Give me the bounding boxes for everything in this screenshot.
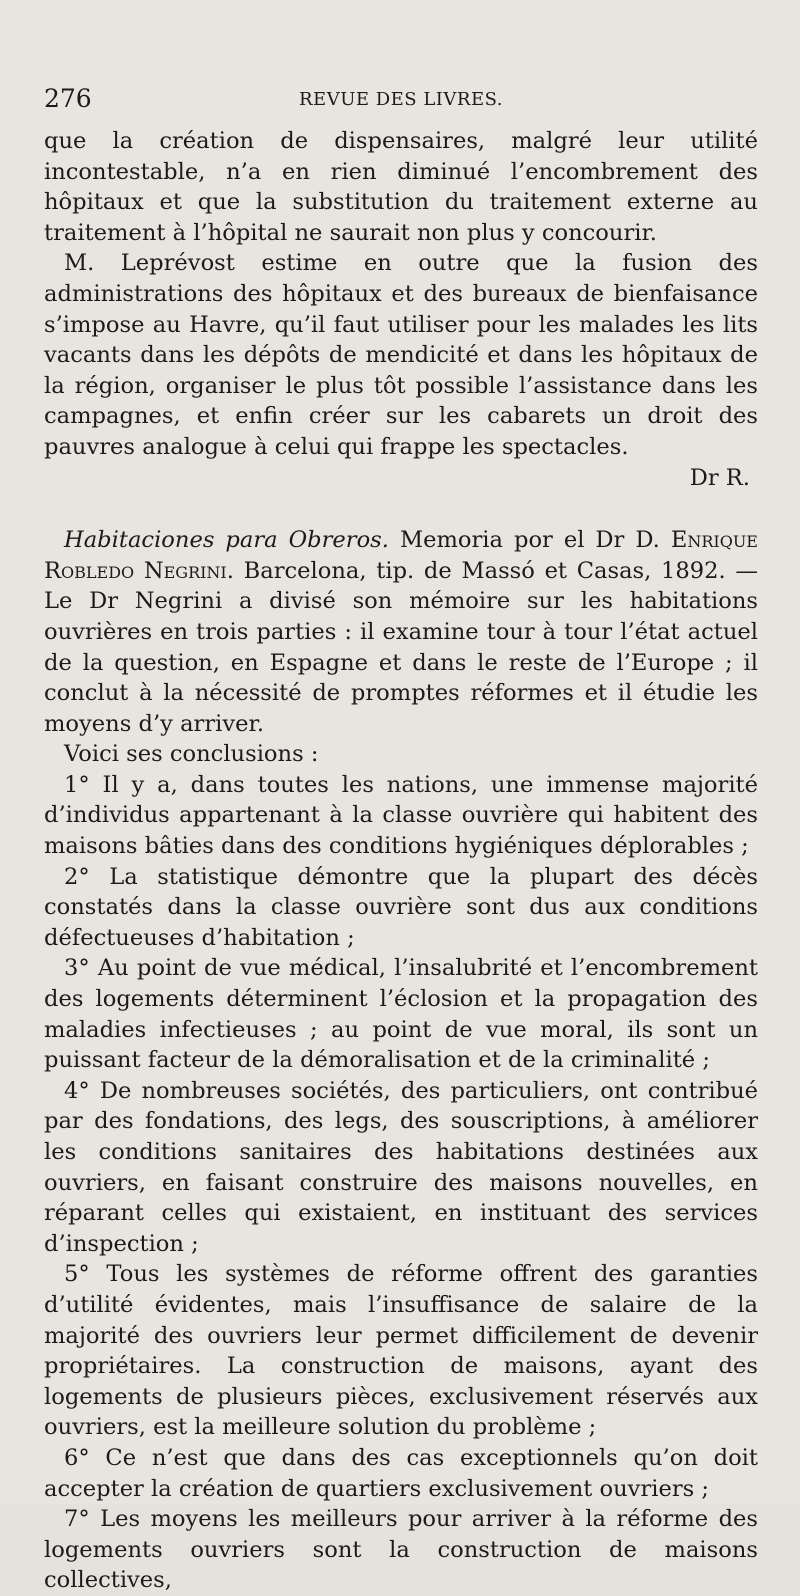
review-entry [44,525,758,739]
signature: Dr R. [689,464,750,491]
conclusion-3: 3° Au point de vue médical, l’insalubrité et l’encombrement des logements déterminent l’éclosion et la propagation des maladies infectieuses ; au point de vue moral, ils sont un puissant facteur de la démoralisation et de la criminalité ; [44,955,758,1074]
page-header [44,84,756,114]
conclusion-7: 7° Les moyens les meilleurs pour arriver à la réforme des logements ouvriers sont la construction de maisons collectives, [44,1506,758,1594]
conclusions-intro: Voici ses conclusions : [64,741,319,768]
review-book-title: Habitaciones para Obreros. [64,527,389,554]
body-text [44,126,758,1596]
conclusion-5: 5° Tous les systèmes de réforme offrent des garanties d’utilité évidentes, mais l’insuffisance de salaire de la majorité des ouvriers leur permet difficilement de devenir propriétaires. La construction de maisons, ayant des logements de plusieurs pièces, exclusivement réservés aux ouvriers, est la meilleure solution du problème ; [44,1261,758,1441]
review-author: Enrique Robledo Negrini [44,527,758,584]
running-title: REVUE DES LIVRES. [299,89,504,110]
conclusion-1: 1° Il y a, dans toutes les nations, une immense majorité d’individus appartenant à la classe ouvrière qui habitent des maisons bâties dans des conditions hygiéniques déplorables ; [44,771,758,860]
review-body: . Barcelona, tip. de Massó et Casas, 1892. — Le Dr Negrini a divisé son mémoire sur les habitations ouvrières en trois parties : il examine tour à tour l’état actuel de la question, en Espagne et dans le reste de l’Europe ; il conclut à la nécessité de promptes réformes et il étudie les moyens d’y arriver. [44,557,758,737]
paragraph-continuation: que la création de dispensaires, malgré leur utilité incontestable, n’a en rien diminué l’encombrement des hôpitaux et que la substitution du traitement externe au traitement à l’hôpital ne saurait non plus y concourir. [44,128,758,246]
review-memoria: Memoria por el Dr D. [388,527,671,554]
conclusion-4: 4° De nombreuses sociétés, des particuliers, ont contribué par des fondations, des legs, des souscriptions, à améliorer les conditions sanitaires des habitations destinées aux ouvriers, en faisant construire des maisons nouvelles, en réparant celles qui existaient, en instituant des services d’inspection ; [44,1077,758,1257]
page-number: 276 [44,84,92,113]
conclusion-2: 2° La statistique démontre que la plupart des décès constatés dans la classe ouvrière sont dus aux conditions défectueuses d’habitation ; [44,863,758,951]
conclusion-6: 6° Ce n’est que dans des cas exceptionnels qu’on doit accepter la création de quartiers exclusivement ouvriers ; [44,1444,758,1502]
paragraph-leprevost: M. Leprévost estime en outre que la fusion des administrations des hôpitaux et des bureaux de bienfaisance s’impose au Havre, qu’il faut utiliser pour les malades les lits vacants dans les dépôts de mendicité et dans les hôpitaux de la région, organiser le plus tôt possible l’assistance dans les campagnes, et enfin créer sur les cabarets un droit des pauvres analogue à celui qui frappe les spectacles. [44,250,758,460]
